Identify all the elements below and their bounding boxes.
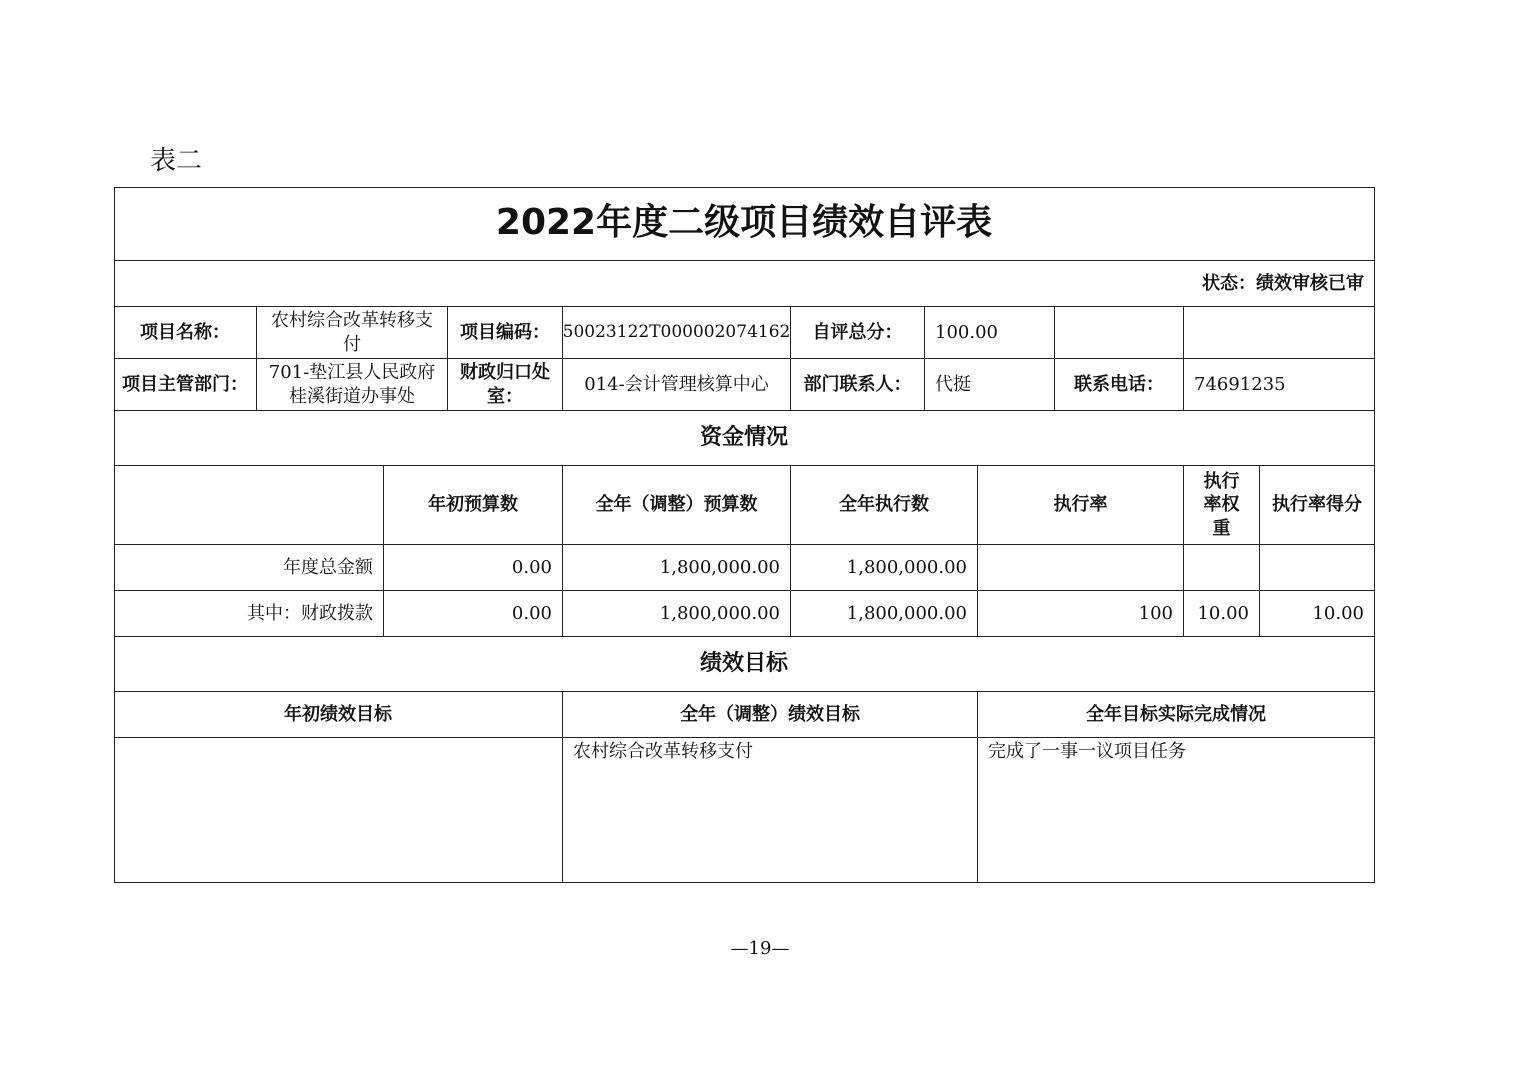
table-label: 表二: [150, 146, 203, 176]
funds-cell: 1,800,000.00: [791, 545, 978, 591]
funds-header-cell: 年初预算数: [384, 466, 563, 545]
goals-header-actual: 全年目标实际完成情况: [978, 692, 1375, 738]
score-value: 100.00: [925, 307, 1055, 359]
funds-row-label: 年度总金额: [114, 545, 384, 591]
funds-cell: 0.00: [384, 545, 563, 591]
goal-initial-value: [114, 738, 563, 883]
project-name-value: 农村综合改革转移支付: [257, 307, 448, 359]
page-number: —19—: [730, 938, 790, 959]
contact-value: 代挺: [925, 359, 1055, 411]
funds-cell: [978, 545, 1184, 591]
funds-cell: 0.00: [384, 591, 563, 637]
project-name-label: 项目名称：: [114, 307, 257, 359]
funds-cell: [1260, 545, 1375, 591]
score-label: 自评总分：: [791, 307, 925, 359]
funds-header-cell: 执行率: [978, 466, 1184, 545]
phone-label: 联系电话：: [1055, 359, 1184, 411]
dept-label: 项目主管部门：: [114, 359, 257, 411]
goals-section-title: 绩效目标: [114, 637, 1375, 692]
funds-cell: 1,800,000.00: [791, 591, 978, 637]
empty-cell: [1055, 307, 1184, 359]
funds-cell: 10.00: [1260, 591, 1375, 637]
funds-cell: 1,800,000.00: [563, 591, 791, 637]
funds-cell: 100: [978, 591, 1184, 637]
funds-section-title: 资金情况: [114, 411, 1375, 466]
finance-label: 财政归口处室：: [448, 359, 563, 411]
funds-header-cell: 执行率得分: [1260, 466, 1375, 545]
performance-self-evaluation-table: [114, 187, 1375, 883]
dept-value: 701-垫江县人民政府桂溪街道办事处: [257, 359, 448, 411]
funds-header-cell: 执行率权重: [1184, 466, 1260, 545]
goal-actual-value: 完成了一事一议项目任务: [978, 738, 1375, 883]
goal-adjusted-value: 农村综合改革转移支付: [563, 738, 978, 883]
phone-value: 74691235: [1184, 359, 1375, 411]
funds-header-cell: 全年（调整）预算数: [563, 466, 791, 545]
funds-cell: 1,800,000.00: [563, 545, 791, 591]
project-code-label: 项目编码：: [448, 307, 563, 359]
funds-cell: 10.00: [1184, 591, 1260, 637]
funds-row-label: 其中：财政拨款: [114, 591, 384, 637]
funds-cell: [1184, 545, 1260, 591]
goals-header-initial: 年初绩效目标: [114, 692, 563, 738]
status-text: 状态：绩效审核已审: [114, 261, 1375, 307]
empty-cell: [1184, 307, 1375, 359]
table-title: 2022年度二级项目绩效自评表: [114, 187, 1375, 261]
funds-header-cell: [114, 466, 384, 545]
goals-header-adjusted: 全年（调整）绩效目标: [563, 692, 978, 738]
contact-label: 部门联系人：: [791, 359, 925, 411]
funds-header-cell: 全年执行数: [791, 466, 978, 545]
finance-value: 014-会计管理核算中心: [563, 359, 791, 411]
project-code-value: 50023122T000002074162: [563, 307, 791, 359]
